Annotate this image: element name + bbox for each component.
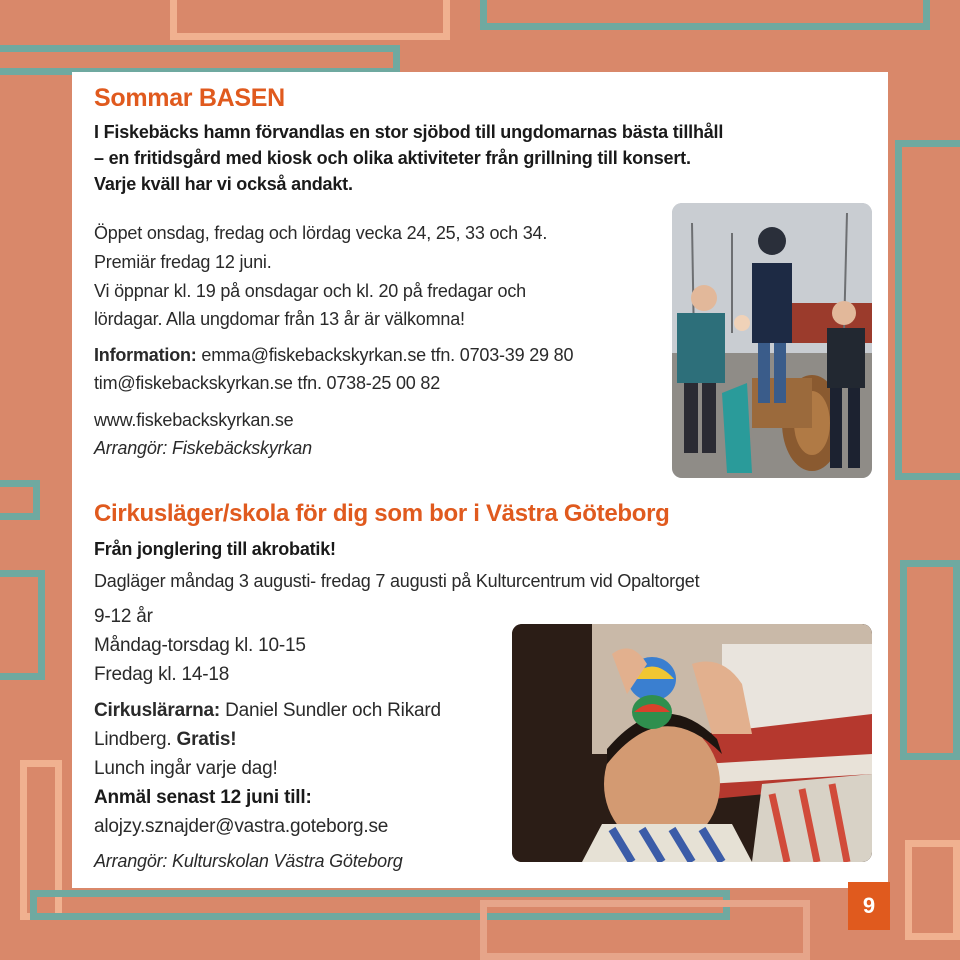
decorative-frame <box>900 560 960 760</box>
decorative-frame <box>480 0 930 30</box>
teachers-names: Lindberg. <box>94 729 172 750</box>
juggling-photo <box>512 624 872 862</box>
section1-title: Sommar BASEN <box>94 84 285 112</box>
teachers-line <box>94 729 236 751</box>
free-label: Gratis! <box>176 729 237 750</box>
signup-label: Anmäl senast 12 juni till: <box>94 787 312 808</box>
friday-hours: Fredag kl. 14-18 <box>94 664 230 685</box>
age-range: 9-12 år <box>94 606 153 627</box>
signup-email[interactable]: alojzy.sznajder@vastra.goteborg.se <box>94 816 389 837</box>
hours-text: Vi öppnar kl. 19 på onsdagar och kl. 20 på fredagar och <box>94 281 526 301</box>
open-days-text: Öppet onsdag, fredag och lördag vecka 24, 25, 33 och 34. <box>94 223 548 243</box>
hours-text: lördagar. Alla ungdomar från 13 år är välkomna! <box>94 309 465 329</box>
decorative-frame <box>0 480 40 520</box>
teachers-names: Daniel Sundler och Rikard <box>225 700 441 721</box>
decorative-frame <box>0 570 45 680</box>
section1-intro-line: – en fritidsgård med kiosk och olika aktiviteter från grillning till konsert. <box>94 148 691 168</box>
decorative-frame <box>170 0 450 40</box>
decorative-frame <box>905 840 960 940</box>
weekday-hours: Måndag-torsdag kl. 10-15 <box>94 635 306 656</box>
section1-intro-line: I Fiskebäcks hamn förvandlas en stor sjöbod till ungdomarnas bästa tillhåll <box>94 122 724 142</box>
youth-photo <box>672 203 872 478</box>
premiere-text: Premiär fredag 12 juni. <box>94 252 272 272</box>
info-line <box>94 345 573 366</box>
website-link[interactable]: www.fiskebackskyrkan.se <box>94 410 294 430</box>
decorative-frame <box>480 900 810 960</box>
teachers-label: Cirkuslärarna: <box>94 700 221 721</box>
section1-organizer: Arrangör: Fiskebäckskyrkan <box>94 438 312 458</box>
section1-intro-line: Varje kväll har vi också andakt. <box>94 174 353 194</box>
lunch-text: Lunch ingår varje dag! <box>94 758 278 779</box>
info-label: Information: <box>94 345 197 365</box>
section2-title: Cirkusläger/skola för dig som bor i Västra Göteborg <box>94 500 670 527</box>
decorative-frame <box>0 45 400 75</box>
section2-subtitle: Från jonglering till akrobatik! <box>94 539 336 559</box>
section2-organizer: Arrangör: Kulturskolan Västra Göteborg <box>94 851 403 871</box>
teachers-line <box>94 700 441 722</box>
info-contact: emma@fiskebackskyrkan.se tfn. 0703-39 29 80 <box>201 345 574 365</box>
camp-dates: Dagläger måndag 3 augusti- fredag 7 augusti på Kulturcentrum vid Opaltorget <box>94 571 700 591</box>
decorative-frame <box>895 140 960 480</box>
page-number: 9 <box>848 882 890 930</box>
info-contact: tim@fiskebackskyrkan.se tfn. 0738-25 00 82 <box>94 373 441 393</box>
